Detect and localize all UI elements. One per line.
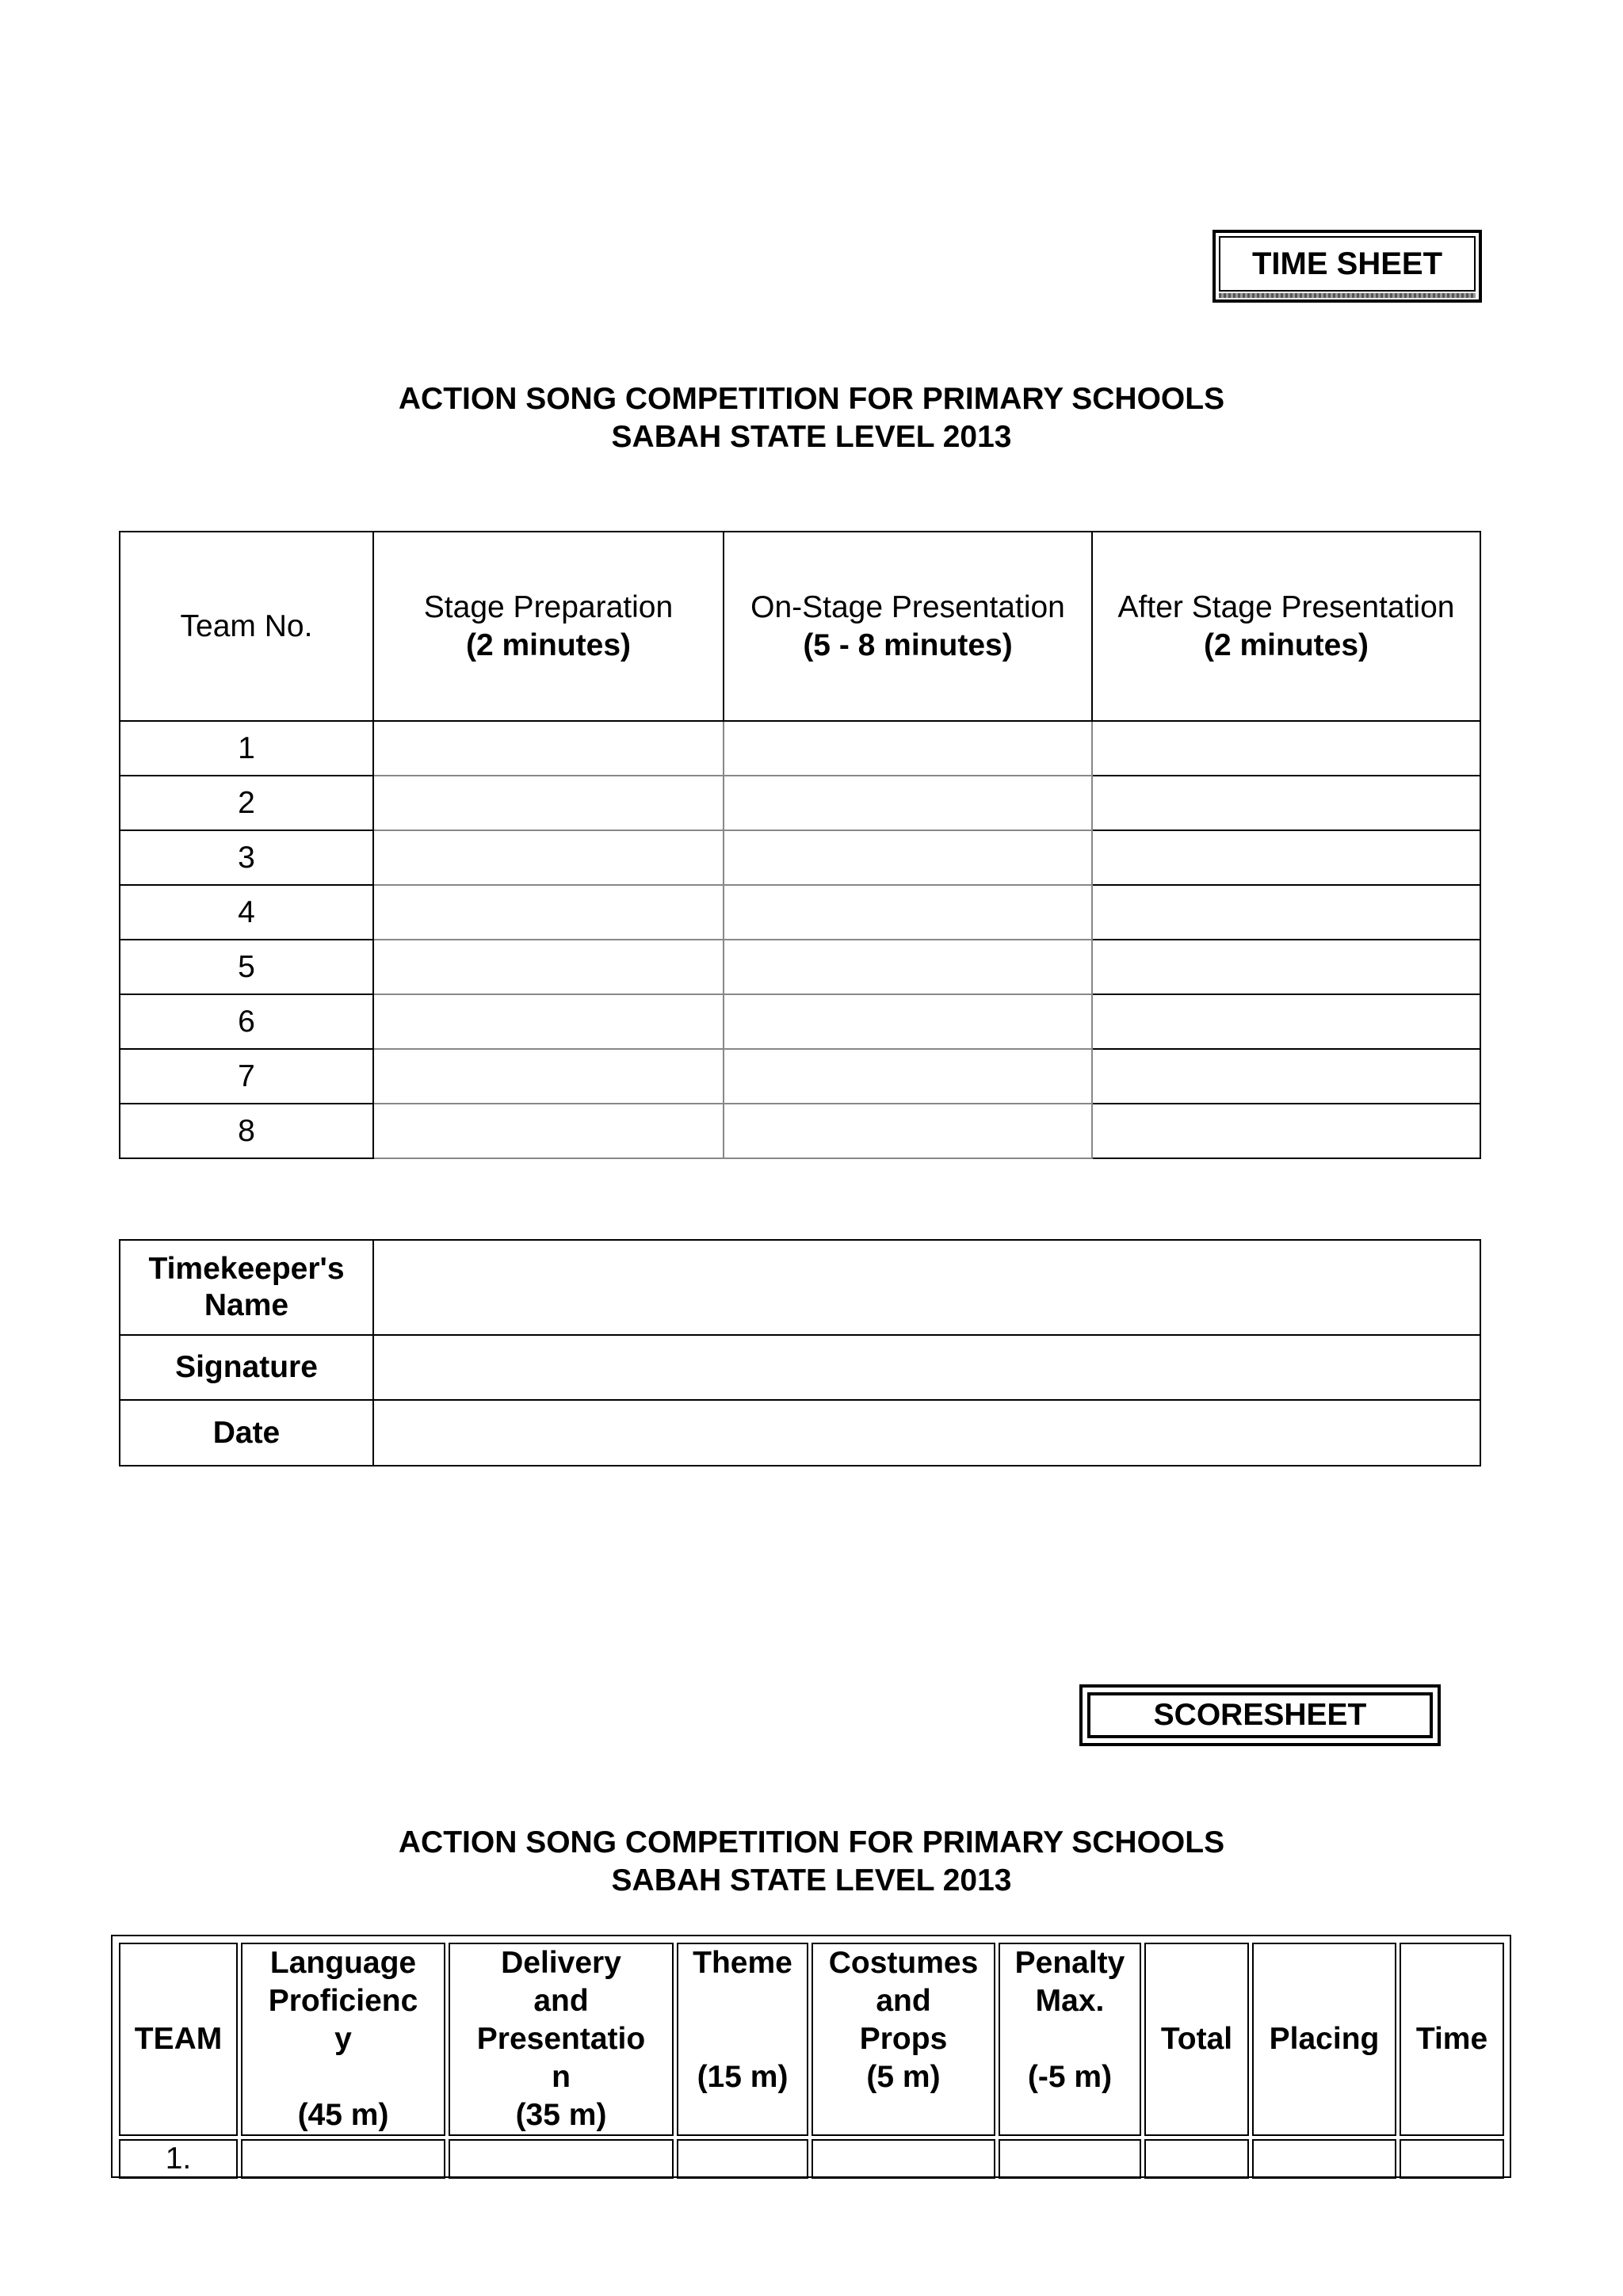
table-row <box>120 994 1480 1049</box>
signature-label: Signature <box>120 1335 373 1400</box>
col-time: Time <box>1400 1943 1504 2136</box>
delivery-score-cell[interactable] <box>449 2139 674 2179</box>
team-number: 6 <box>120 994 373 1049</box>
timekeeper-row <box>120 1240 1480 1335</box>
total-score-cell[interactable] <box>1144 2139 1249 2179</box>
team-number: 3 <box>120 830 373 885</box>
after-stage-presentation-cell[interactable] <box>1092 940 1480 994</box>
time-sheet-title-line2: SABAH STATE LEVEL 2013 <box>611 420 1012 454</box>
table-row <box>120 1049 1480 1104</box>
date-field[interactable] <box>373 1400 1480 1466</box>
timekeeper-name-label: Timekeeper's Name <box>120 1240 373 1335</box>
after-stage-presentation-cell[interactable] <box>1092 1049 1480 1104</box>
on-stage-presentation-cell[interactable] <box>724 721 1092 776</box>
table-row <box>120 830 1480 885</box>
timekeeper-name-field[interactable] <box>373 1240 1480 1335</box>
table-row <box>120 885 1480 940</box>
on-stage-presentation-cell[interactable] <box>724 940 1092 994</box>
team-number: 4 <box>120 885 373 940</box>
time-sheet-title-line1: ACTION SONG COMPETITION FOR PRIMARY SCHOOLS <box>398 382 1225 416</box>
scoresheet-badge <box>1079 1684 1441 1746</box>
score-table <box>116 1939 1507 2182</box>
stage-preparation-cell[interactable] <box>373 830 724 885</box>
time-sheet-badge-label: TIME SHEET <box>1219 236 1476 292</box>
time-sheet-badge <box>1212 230 1482 303</box>
table-row <box>119 2139 1504 2179</box>
team-number: 1 <box>120 721 373 776</box>
col-team-no: Team No. <box>120 532 373 721</box>
table-row <box>120 1104 1480 1158</box>
team-number: 8 <box>120 1104 373 1158</box>
stage-preparation-cell[interactable] <box>373 776 724 830</box>
col-delivery-presentation: Delivery and Presentatio n (35 m) <box>449 1943 674 2136</box>
stage-preparation-cell[interactable] <box>373 1104 724 1158</box>
col-stage-preparation: Stage Preparation (2 minutes) <box>373 532 724 721</box>
time-sheet-title <box>0 380 1623 456</box>
table-row <box>120 940 1480 994</box>
time-cell[interactable] <box>1400 2139 1504 2179</box>
scoresheet-title <box>0 1824 1623 1900</box>
stage-preparation-cell[interactable] <box>373 885 724 940</box>
col-theme: Theme (15 m) <box>677 1943 808 2136</box>
badge-shadow <box>1219 293 1476 298</box>
score-table-header <box>119 1943 1504 2136</box>
on-stage-presentation-cell[interactable] <box>724 1104 1092 1158</box>
after-stage-presentation-cell[interactable] <box>1092 776 1480 830</box>
signature-field[interactable] <box>373 1335 1480 1400</box>
on-stage-presentation-cell[interactable] <box>724 885 1092 940</box>
on-stage-presentation-cell[interactable] <box>724 776 1092 830</box>
after-stage-presentation-cell[interactable] <box>1092 1104 1480 1158</box>
on-stage-presentation-cell[interactable] <box>724 830 1092 885</box>
stage-preparation-cell[interactable] <box>373 940 724 994</box>
team-number: 7 <box>120 1049 373 1104</box>
table-row <box>120 776 1480 830</box>
col-placing: Placing <box>1252 1943 1396 2136</box>
scoresheet-title-line2: SABAH STATE LEVEL 2013 <box>611 1863 1012 1897</box>
scoresheet-badge-label: SCORESHEET <box>1087 1692 1433 1738</box>
sign-off-table <box>119 1239 1481 1466</box>
stage-preparation-cell[interactable] <box>373 994 724 1049</box>
table-row <box>120 721 1480 776</box>
stage-preparation-cell[interactable] <box>373 1049 724 1104</box>
col-costumes-props: Costumes and Props (5 m) <box>812 1943 995 2136</box>
on-stage-presentation-cell[interactable] <box>724 1049 1092 1104</box>
team-number: 1. <box>119 2139 238 2179</box>
col-on-stage-presentation: On-Stage Presentation (5 - 8 minutes) <box>724 532 1092 721</box>
date-label: Date <box>120 1400 373 1466</box>
col-language-proficiency: Language Proficienc y (45 m) <box>241 1943 445 2136</box>
col-team: TEAM <box>119 1943 238 2136</box>
team-number: 5 <box>120 940 373 994</box>
time-table <box>119 531 1481 1159</box>
signature-row <box>120 1335 1480 1400</box>
after-stage-presentation-cell[interactable] <box>1092 994 1480 1049</box>
on-stage-presentation-cell[interactable] <box>724 994 1092 1049</box>
col-penalty: Penalty Max. (-5 m) <box>999 1943 1141 2136</box>
after-stage-presentation-cell[interactable] <box>1092 721 1480 776</box>
col-total: Total <box>1144 1943 1249 2136</box>
score-table-frame <box>111 1935 1511 2178</box>
costumes-score-cell[interactable] <box>812 2139 995 2179</box>
time-table-header <box>120 532 1480 721</box>
col-after-stage-presentation: After Stage Presentation (2 minutes) <box>1092 532 1480 721</box>
penalty-score-cell[interactable] <box>999 2139 1141 2179</box>
stage-preparation-cell[interactable] <box>373 721 724 776</box>
scoresheet-title-line1: ACTION SONG COMPETITION FOR PRIMARY SCHOOLS <box>398 1825 1225 1859</box>
team-number: 2 <box>120 776 373 830</box>
after-stage-presentation-cell[interactable] <box>1092 830 1480 885</box>
date-row <box>120 1400 1480 1466</box>
placing-cell[interactable] <box>1252 2139 1396 2179</box>
language-score-cell[interactable] <box>241 2139 445 2179</box>
after-stage-presentation-cell[interactable] <box>1092 885 1480 940</box>
theme-score-cell[interactable] <box>677 2139 808 2179</box>
